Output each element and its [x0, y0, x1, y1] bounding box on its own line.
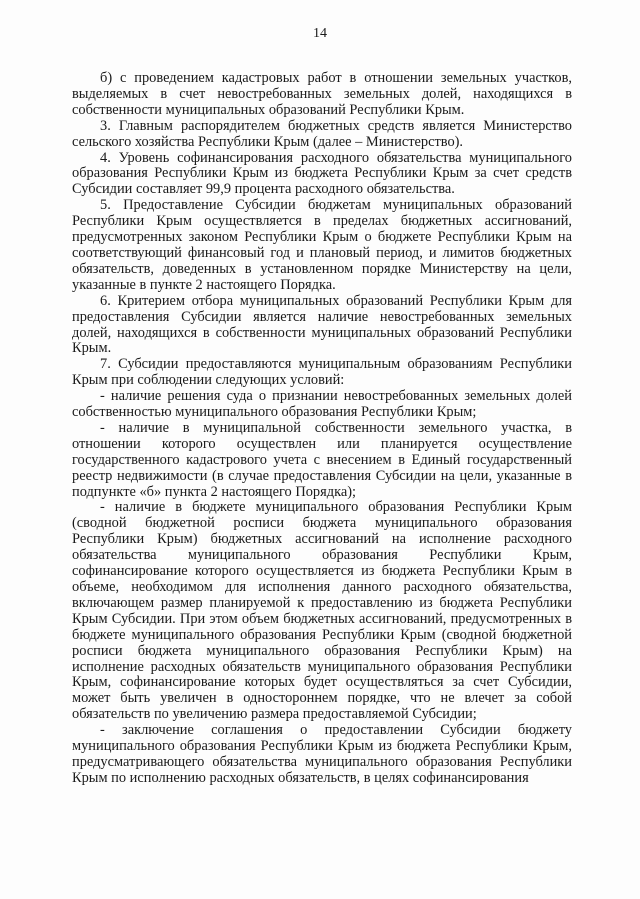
- condition-budget-allocations: - наличие в бюджете муниципального образования Республики Крым (сводной бюджетной росписи бюджета муниципального образования Республики Крым) бюджетных ассигнований на исполнение расходного обязательства муниципального образования Республики Крым, софинансирование которого осуществляется из бюджета Республики Крым в объеме, необходимом для исполнения данного расходного обязательства, включающем размер планируемой к предоставлению из бюджета Республики Крым Субсидии. При этом объем бюджетных ассигнований, предусмотренных в бюджете муниципального образования Республики Крым (сводной бюджетной росписи бюджета муниципального образования Республики Крым) на исполнение расходных обязательств муниципального образования Республики Крым, софинансирование которых будет осуществляться за счет Субсидии, может быть увеличен в одностороннем порядке, что не влечет за собой обязательств по увеличению размера предоставляемой Субсидии;: [72, 499, 572, 723]
- condition-court-decision: - наличие решения суда о признании невостребованных земельных долей собственностью муниципального образования Республики Крым;: [72, 388, 572, 421]
- paragraph-5-subsidy-provision: 5. Предоставление Субсидии бюджетам муниципальных образований Республики Крым осуществляется в пределах бюджетных ассигнований, предусмотренных законом Республики Крым о бюджете Республики Крым на соответствующий финансовый год и плановый период, и лимитов бюджетных обязательств, доведенных в установленном порядке Министерству на цели, указанные в пункте 2 настоящего Порядка.: [72, 197, 572, 293]
- condition-land-plot-ownership: - наличие в муниципальной собственности земельного участка, в отношении которого осуществлен или планируется осуществление государственного кадастрового учета с внесением в Единый государственный реестр недвижимости (в случае предоставления Субсидии на цели, указанные в подпункте «б» пункта 2 настоящего Порядка);: [72, 419, 572, 500]
- paragraph-6-selection-criterion: 6. Критерием отбора муниципальных образований Республики Крым для предоставления Субсидии является наличие невостребованных земельных долей, находящихся в собственности муниципальных образований Республики Крым.: [72, 292, 572, 357]
- paragraph-4-cofinancing-level: 4. Уровень софинансирования расходного обязательства муниципального образования Республики Крым из бюджета Республики Крым за счет средств Субсидии составляет 99,9 процента расходного обязательства.: [72, 149, 572, 198]
- paragraph-b-cadastral-works: б) с проведением кадастровых работ в отношении земельных участков, выделяемых в счет невостребованных земельных долей, находящихся в собственности муниципальных образований Республики Крым.: [72, 70, 572, 118]
- page-number: 14: [313, 26, 327, 41]
- document-body: [72, 71, 572, 787]
- paragraph-3-main-administrator: 3. Главным распорядителем бюджетных средств является Министерство сельского хозяйства Республики Крым (далее – Министерство).: [72, 117, 572, 150]
- paragraph-7-conditions-intro: 7. Субсидии предоставляются муниципальным образованиям Республики Крым при соблюдении следующих условий:: [72, 356, 572, 389]
- condition-agreement: - заключение соглашения о предоставлении Субсидии бюджету муниципального образования Республики Крым из бюджета Республики Крым, предусматривающего обязательства муниципального образования Республики Крым по исполнению расходных обязательств, в целях софинансирования: [72, 722, 572, 786]
